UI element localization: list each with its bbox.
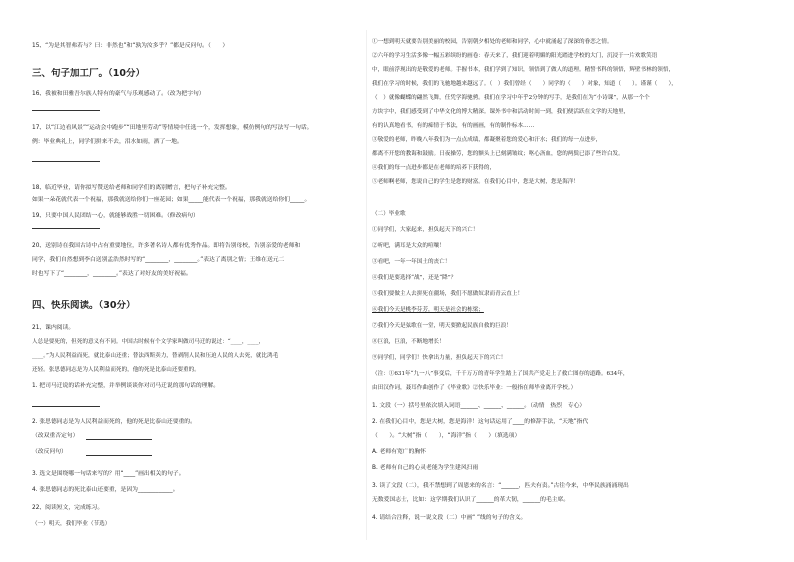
passage-para-5: ⑤老师啊老师，您说自己的学生是您的财富。在我们心目中，您是大树，您是海洋！ bbox=[372, 179, 579, 185]
question-15: 15、“为是其智弗若与？曰：非然也”和“孰为汝多乎？”都是反问句。（ ） bbox=[32, 43, 229, 49]
sub-question-4: 4. 张思德同志的死比泰山还要重，是因为____________。 bbox=[32, 487, 179, 493]
section-4-title: 四、快乐阅读。（30分） bbox=[32, 300, 136, 311]
song-line-8: ⑧巨浪，巨浪，不断地增长！ bbox=[372, 339, 445, 345]
sub-question-1: 1. 把司马迁说的话补充完整，并举例谈谈你对司马迁说的那句话的理解。 bbox=[32, 383, 220, 389]
question-20-line-1: 20、送别诗在我国古诗中占有重要地位，许多著名诗人都有优秀作品。即将告别母校，告别亲爱的老师和 bbox=[32, 243, 301, 249]
question-19: 19、只要中国人民团结一心，就能够战胜一切困难。（修改病句） bbox=[32, 213, 199, 219]
answer-line-s1[interactable] bbox=[32, 406, 100, 407]
passage-para-4: ④我们的每一点进步都是在老师的培养下获得的， bbox=[372, 165, 496, 171]
song-line-2: ②听吧，满耳是大众的喧嚷！ bbox=[372, 243, 445, 249]
column-divider bbox=[366, 30, 367, 540]
passage-para-1: ①一想到明天就要告别美丽的校园，告别朝夕相处的老师和同学，心中就涌起了深深的眷恋之情。 bbox=[372, 39, 613, 45]
song-note-line-2: 由田汉作词，聂耳作曲创作了《毕业歌》②快乐毕业：一般指在师毕业离开学校。） bbox=[372, 385, 577, 391]
song-line-3: ③看吧，一年一年国土的丧亡！ bbox=[372, 259, 451, 265]
section-3-title: 三、句子加工厂。（10分） bbox=[32, 68, 145, 79]
passage-para-2-line-4: （ ）就像蝴蝶的翩然飞舞，任凭学海驰骋。我们在学习中年乎2分钟的写手，是我们在为“小诗课”，从那一个个 bbox=[372, 95, 650, 101]
reading-question-2-options: （ ）。“大树”指（ ），“海洋”指（ ）（填选项） bbox=[372, 433, 521, 439]
passage-para-3-line-2: 都离不开您的教诲和鼓励。日夜操劳，您的额头上已刻满皱纹；呕心沥血，您的两鬓已添了些许白发。 bbox=[372, 151, 624, 157]
reading-question-1: 1. 文段（一）括号里依次填入词语______、______、______。（动情 热烈 专心） bbox=[372, 403, 586, 409]
song-line-5: ⑤我们要做主人去拼死在疆场，我们不愿做奴隶而青云直上！ bbox=[372, 291, 524, 297]
answer-line-16[interactable] bbox=[32, 110, 100, 111]
passage-line-2: ____。”为人民利益而死，就比泰山还重；替法西斯卖力，替剥削人民和压迫人民的人去死，就比鸿毛 bbox=[32, 353, 279, 359]
reading-question-2: 2. 在我们心目中，您是大树，您是海洋！这句话运用了____的修辞手法，“天地”指代 bbox=[372, 419, 589, 425]
passage-para-2-line-1: ②六年的学习生活多像一幅五彩缤纷的画卷：春天来了，我们迎着明媚的阳光踏进学校的大门，沉浸于一片欢歌笑语 bbox=[372, 53, 658, 59]
passage-para-2-line-5: 方块字中，我们感受到了中华文化的博大精深。课外书中和活动时间一到，我们便活跃在文学的天地里， bbox=[372, 109, 630, 115]
passage-para-3-line-1: ③敬爱的老师，昨晚八年我们为一点点成绩，都凝聚着您的爱心和汗水；我们的每一点进步， bbox=[372, 137, 602, 143]
reading-question-3: 3. 读了文段（二），我不禁想到了周恩来的名言：“______，匹夫有责。”古往今来，中华民族涌涌现出 bbox=[372, 483, 629, 489]
sub-question-2: 2. 张思德同志是为人民利益而死的，他的死是比泰山还要重的。 bbox=[32, 419, 196, 425]
answer-line-s2b[interactable] bbox=[86, 455, 152, 456]
example-sentence: 例：毕业典礼上，同学们拼来不去，泪水如雨，洒了一地。 bbox=[32, 139, 183, 145]
passage-line-3: 还轻。张思德同志是为人民利益而死的，他的死是比泰山还要重的。 bbox=[32, 367, 200, 373]
passage-line-1: 人总是要死的，但死的意义有不同。中国古时候有个文学家叫做司马迁的说过：“____，____， bbox=[32, 339, 265, 345]
question-18: 18、临近毕业，请你拟写赞送给老师和同学们的离别赠言，把句子补充完整。 bbox=[32, 185, 231, 191]
passage-title-2: （二）毕业歌 bbox=[372, 211, 406, 217]
sub-question-3: 3. 选文是围绕哪一句话来写的？用“____”画出相关的句子。 bbox=[32, 471, 185, 477]
answer-line-19[interactable] bbox=[32, 228, 100, 229]
reading-question-4: 4. 请结合注释，说一说文段（二）中画“ ”线的句子的含义。 bbox=[372, 515, 527, 521]
passage-para-2-line-2: 中，眼前浮现出的是敬爱的老师。手握书本，我们学到了知识，领悟到了做人的道理。精誓书科的领悟，辉壁书林的领悟， bbox=[372, 67, 675, 73]
question-20-line-3: 时也写下了“________，________。”表达了对好友的美好祝福。 bbox=[32, 271, 192, 277]
song-note-line-1: （注：①631年“九一八”事变后，千千万万的青年学生踏上了国共产党走上了救亡图存的道路。634年， bbox=[372, 371, 629, 377]
song-line-1: ①同学们，大家起来，担负起天下的兴亡！ bbox=[372, 227, 479, 233]
song-line-9: ⑨同学们，同学们！快拿出力量，担负起天下的兴亡！ bbox=[372, 355, 507, 361]
passage-para-2-line-3: 我们在学习的时候，我们的飞驰地越来越远了。（ ）我们曾经（ ）同学的（ ）对象，知道（ ）。谨谨（ ）， bbox=[372, 81, 677, 87]
question-20-line-2: 同学，我们自然想到李白送别孟浩然时写的“________，________。”表达了离别之情；王维在送元二 bbox=[32, 257, 285, 263]
question-16: 16、我被和田雅吾尔族人特有的豪气与乐观感动了。（改为把字句） bbox=[32, 91, 205, 97]
reading-question-3-cont: 无数爱国志士，比如：这学期我们认识了______的革大韧，______的毛主席。 bbox=[372, 497, 570, 503]
song-line-4: ④我们是要选择“战”，还是“降”？ bbox=[372, 275, 457, 281]
question-22: 22、阅读短文，完成练习。 bbox=[32, 505, 104, 511]
question-18-sentence: 如果一朵花就代表一个祝福，那我就送给你们一座花园；如果_____能代表一个祝福，那我就送给你们_____。 bbox=[32, 197, 311, 203]
passage-title-1: （一）明天，我们毕业（节选） bbox=[32, 521, 111, 527]
sub-question-2-rhetorical: （改反问句） bbox=[32, 449, 67, 455]
option-b: B. 老师有自己的心灵老能为学生建风扫雨 bbox=[372, 465, 479, 471]
question-17: 17、以“江边看风景”“运动会中跑步”“田地里劳动”等情境中任选一个，发挥想象，模仿例句的写法写一句话。 bbox=[32, 125, 313, 131]
passage-para-2-line-6: 有的认真地看书，有的痴情于书法，有的画画，有的制作标本…… bbox=[372, 123, 535, 129]
song-line-7: ⑦我们今天是弦歌在一堂，明天要掀起民族自救的巨浪！ bbox=[372, 323, 512, 329]
answer-line-s2a[interactable] bbox=[86, 439, 152, 440]
sub-question-2-double-negative: （改双重否定句） bbox=[32, 433, 79, 439]
song-line-6: ⑥我们今天是桃李芬芳，明天是社会的栋梁； bbox=[372, 307, 484, 313]
question-21: 21、课内阅读。 bbox=[32, 325, 75, 331]
answer-line-17[interactable] bbox=[32, 161, 100, 162]
option-a: A. 老师有宽广的胸怀 bbox=[372, 449, 426, 455]
